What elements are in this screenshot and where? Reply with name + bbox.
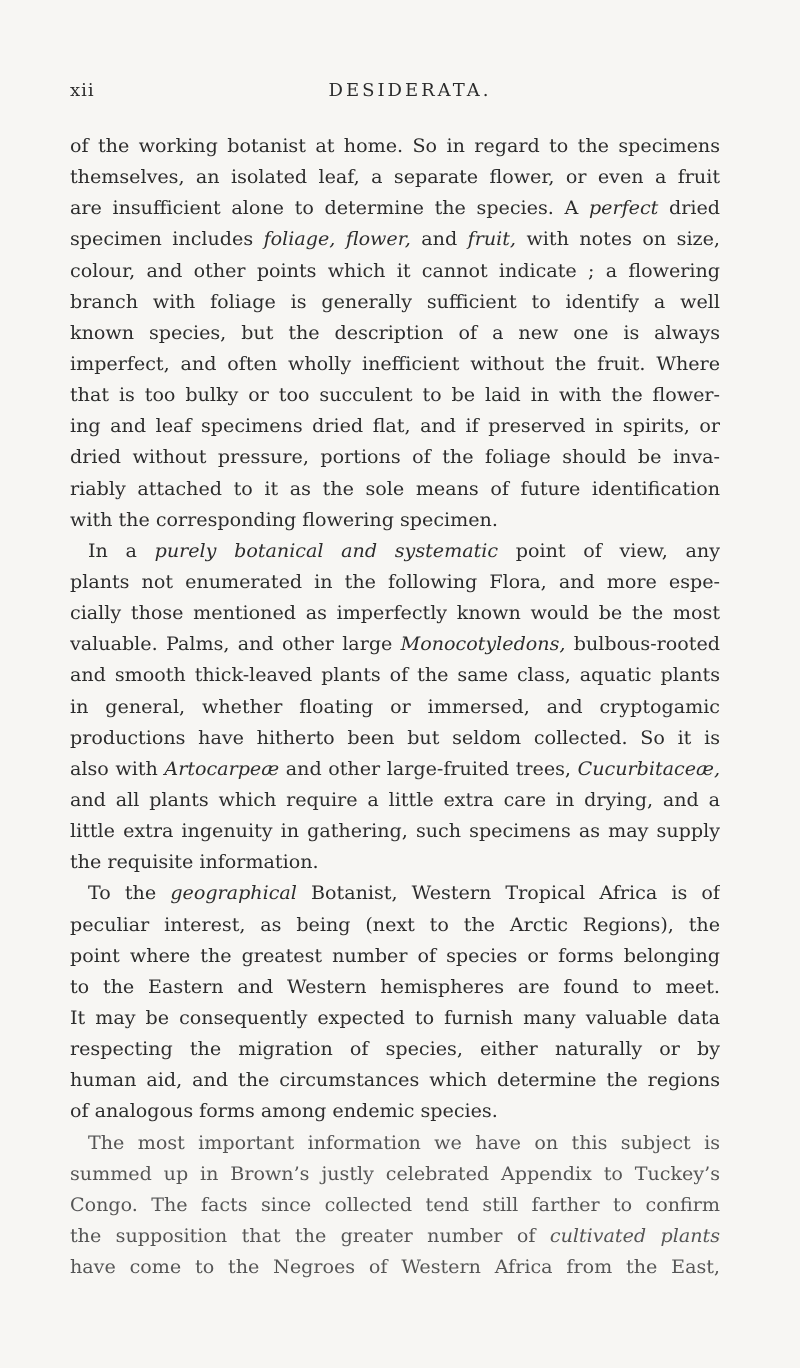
text-line xyxy=(70,784,720,815)
text-line xyxy=(70,815,720,846)
italic-text: foliage, xyxy=(263,227,336,251)
text-segment: cially those mentioned as imperfectly known would be the most xyxy=(70,601,720,625)
text-line xyxy=(70,1033,720,1064)
text-segment: point of view, any xyxy=(498,538,720,562)
italic-text: Cucurbitaceæ, xyxy=(577,756,720,780)
text-line xyxy=(70,846,720,877)
text-segment: colour, and other points which it cannot indicate ; a flowering xyxy=(70,258,720,282)
text-segment: and other large-fruited trees, xyxy=(279,756,578,780)
text-line xyxy=(70,504,720,535)
text-line xyxy=(70,130,720,161)
text-segment: summed up in Brown’s justly celebrated Appendix to Tuckey’s xyxy=(70,1161,720,1185)
text-segment: Congo. The facts since collected tend still farther to confirm xyxy=(70,1192,720,1216)
text-line xyxy=(70,348,720,379)
italic-text: perfect xyxy=(588,196,659,220)
text-segment: human aid, and the circumstances which determine the regions xyxy=(70,1068,720,1092)
text-segment: It may be consequently expected to furnish many valuable data xyxy=(70,1005,720,1029)
text-line xyxy=(70,379,720,410)
text-segment: To the xyxy=(88,881,171,905)
italic-text: geographical xyxy=(170,881,297,905)
text-segment: the supposition that the greater number of xyxy=(70,1223,550,1247)
text-segment xyxy=(335,227,345,250)
text-line xyxy=(70,566,720,597)
text-segment: and xyxy=(410,227,468,251)
text-segment: respecting the migration of species, either naturally or by xyxy=(70,1037,720,1061)
text-segment: In a xyxy=(88,538,155,562)
text-segment: have come to the Negroes of Western Africa from the East, xyxy=(70,1255,720,1279)
text-segment: branch with foliage is generally sufficient to identify a well xyxy=(70,289,720,313)
text-line xyxy=(70,1095,720,1126)
text-segment: dried without pressure, portions of the foliage should be inva- xyxy=(70,445,720,469)
text-segment: imperfect, and often wholly inefficient without the fruit. Where xyxy=(70,351,720,375)
text-segment: the requisite information. xyxy=(70,850,319,874)
text-segment: also with xyxy=(70,756,165,780)
italic-text: purely botanical and systematic xyxy=(154,538,499,562)
text-segment: and smooth thick-leaved plants of the same class, aquatic plants xyxy=(70,663,720,687)
text-line xyxy=(70,909,720,940)
text-segment: known species, but the description of a new one is always xyxy=(70,320,720,344)
text-line xyxy=(70,161,720,192)
text-line xyxy=(70,223,720,254)
text-line xyxy=(70,441,720,472)
text-segment: that is too bulky or too succulent to be laid in with the flower- xyxy=(70,383,720,407)
text-line xyxy=(70,1127,720,1158)
text-segment: little extra ingenuity in gathering, such specimens as may supply xyxy=(70,819,720,843)
text-line xyxy=(70,691,720,722)
text-segment: riably attached to it as the sole means of future identification xyxy=(70,476,720,500)
text-segment: bulbous-rooted xyxy=(565,632,720,656)
text-segment: point where the greatest number of species or forms belonging xyxy=(70,943,720,967)
text-line xyxy=(70,1158,720,1189)
text-segment: plants not enumerated in the following Flora, and more espe- xyxy=(70,569,720,593)
text-line xyxy=(70,940,720,971)
text-segment: are insufficient alone to determine the species. A xyxy=(70,196,589,220)
text-line xyxy=(70,535,720,566)
text-line xyxy=(70,1064,720,1095)
text-line xyxy=(70,877,720,908)
text-line xyxy=(70,1189,720,1220)
text-line xyxy=(70,597,720,628)
text-segment: valuable. Palms, and other large xyxy=(70,632,401,656)
text-line xyxy=(70,473,720,504)
text-segment: peculiar interest, as being (next to the Arctic Regions), the xyxy=(70,912,720,936)
text-line xyxy=(70,1220,720,1251)
text-segment: dried xyxy=(658,196,720,220)
running-head: DESIDERATA. xyxy=(328,80,492,101)
text-line xyxy=(70,722,720,753)
text-line xyxy=(70,971,720,1002)
text-line xyxy=(70,255,720,286)
italic-text: Monocotyledons, xyxy=(400,632,566,656)
text-segment: ing and leaf specimens dried flat, and if preserved in spirits, or xyxy=(70,414,720,438)
text-line xyxy=(70,192,720,223)
italic-text: cultivated plants xyxy=(549,1223,720,1247)
text-segment: with notes on size, xyxy=(516,227,720,251)
text-segment: of analogous forms among endemic species. xyxy=(70,1099,498,1123)
text-line xyxy=(70,659,720,690)
text-line xyxy=(70,1251,720,1282)
text-line xyxy=(70,628,720,659)
text-segment: with the corresponding flowering specimen. xyxy=(70,507,498,531)
text-line xyxy=(70,317,720,348)
text-line xyxy=(70,753,720,784)
text-segment: specimen includes xyxy=(70,227,264,251)
text-line xyxy=(70,286,720,317)
text-segment: Botanist, Western Tropical Africa is of xyxy=(296,881,720,905)
text-segment: and all plants which require a little extra care in drying, and a xyxy=(70,787,720,811)
italic-text: fruit, xyxy=(467,227,516,251)
text-segment: productions have hitherto been but seldom collected. So it is xyxy=(70,725,720,749)
text-line xyxy=(70,1002,720,1033)
italic-text: Artocarpeæ xyxy=(164,756,280,780)
text-segment: in general, whether floating or immersed, and cryptogamic xyxy=(70,694,720,718)
text-line xyxy=(70,410,720,441)
body-text xyxy=(70,130,720,1282)
text-segment: The most important information we have on this subject is xyxy=(88,1130,720,1154)
text-segment: to the Eastern and Western hemispheres are found to meet. xyxy=(70,974,720,998)
text-segment: themselves, an isolated leaf, a separate flower, or even a fruit xyxy=(70,165,720,189)
text-segment: of the working botanist at home. So in regard to the specimens xyxy=(70,134,720,157)
italic-text: flower, xyxy=(345,227,411,251)
page-number: xii xyxy=(70,80,95,101)
